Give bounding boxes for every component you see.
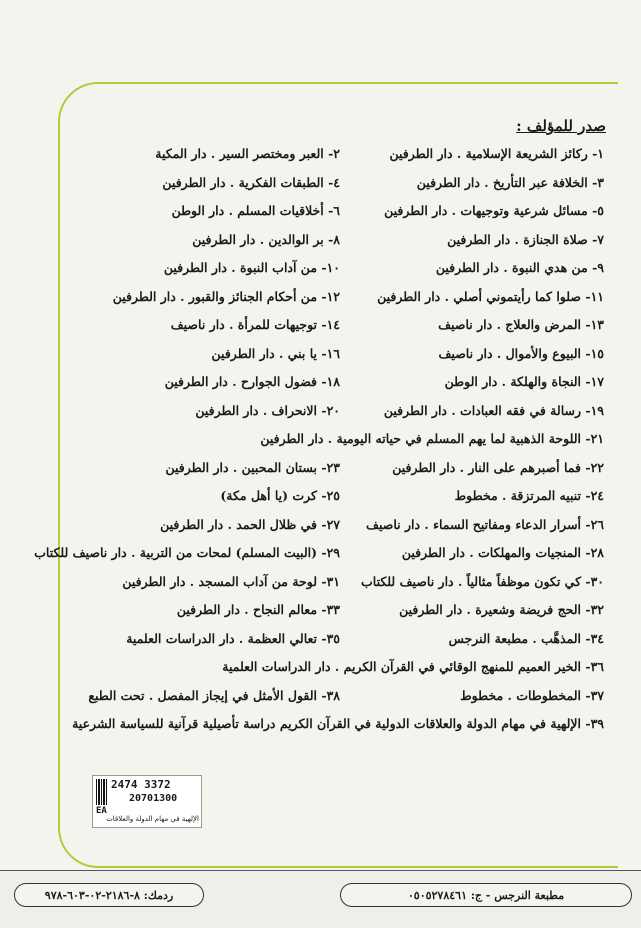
publication-row <box>70 226 610 255</box>
publication-item: ٣٨- القول الأمثل في إيجاز المفصل . تحت الطبع <box>88 687 340 703</box>
publication-item: ١٩- رسالة في فقه العبادات . دار الطرفين <box>383 402 604 418</box>
barcode-label <box>92 775 202 828</box>
publication-list <box>34 140 610 739</box>
publication-item: ١٣- المرض والعلاج . دار ناصيف <box>438 317 604 332</box>
publication-item: ٢٩- (البيت المسلم) لمحات من التربية . دار ناصيف للكتاب <box>34 545 340 560</box>
printer-info: مطبعة النرجس - ج: ٠٥٠٥٢٧٨٤٦١ <box>340 883 632 907</box>
publication-row <box>70 397 610 426</box>
barcode-bars <box>96 779 108 805</box>
publication-row <box>70 283 610 312</box>
publication-item: ٢٠- الانحراف . دار الطرفين <box>195 402 340 418</box>
publication-item: ١٢- من أحكام الجنائز والقبور . دار الطرفين <box>112 288 340 304</box>
publication-row <box>70 596 610 625</box>
author-publications <box>34 112 610 762</box>
publication-item: ٢٨- المنجيات والمهلكات . دار الطرفين <box>401 545 604 560</box>
publication-row <box>70 197 610 226</box>
publication-item: ٣٧- المخطوطات . مخطوط <box>460 687 604 703</box>
publication-item: ٣٩- الإلهية في مهام الدولة والعلاقات الدولية في القرآن الكريم دراسة تأصيلية قرآنية للسياسة الشرعية <box>72 716 604 731</box>
barcode-caption: الإلهية في مهام الدولة والعلاقات <box>106 815 199 823</box>
publication-item: ٣٠- كي تكون موظفاً مثالياً . دار ناصيف للكتاب <box>361 573 604 589</box>
publication-item: ٢٧- في ظلال الحمد . دار الطرفين <box>160 516 340 532</box>
publication-item: ١٥- البيوع والأموال . دار ناصيف <box>438 345 604 361</box>
publication-item: ٦- أخلاقيات المسلم . دار الوطن <box>171 203 340 218</box>
publication-item: ٢٥- كرت (يا أهل مكة) <box>220 488 340 503</box>
publication-row <box>70 653 610 682</box>
publication-item: ٣٥- تعالي العظمة . دار الدراسات العلمية <box>126 630 340 646</box>
barcode-number: 2474 3372 <box>111 778 171 791</box>
publication-item: ٣٤- المذهَّب . مطبعة النرجس <box>448 630 604 646</box>
publication-item: ١٨- فضول الجوارح . دار الطرفين <box>164 374 340 389</box>
publication-row <box>34 539 610 568</box>
publication-item: ٢٣- بستان المحبين . دار الطرفين <box>165 459 340 475</box>
barcode-ea: EA <box>96 806 107 816</box>
publication-item: ٢- العبر ومختصر السير . دار المكية <box>155 146 340 161</box>
publication-row <box>70 254 610 283</box>
publication-row <box>70 511 610 540</box>
publication-item: ٢٤- تنبيه المرتزقة . مخطوط <box>454 488 604 503</box>
publication-row <box>70 625 610 654</box>
section-heading: صدر للمؤلف : <box>516 117 606 135</box>
publication-row <box>70 425 610 454</box>
publication-item: ٣٦- الخير العميم للمنهج الوقائي في القرآن الكريم . دار الدراسات العلمية <box>222 659 604 674</box>
publication-item: ٢٦- أسرار الدعاء ومفاتيح السماء . دار ناصيف <box>366 516 604 532</box>
publication-row <box>70 311 610 340</box>
publication-item: ١٠- من آداب النبوة . دار الطرفين <box>163 260 340 275</box>
publication-row <box>70 710 610 739</box>
publication-item: ٥- مسائل شرعية وتوجيهات . دار الطرفين <box>384 203 604 218</box>
publication-row <box>70 169 610 198</box>
publication-item: ٣١- لوحة من آداب المسجد . دار الطرفين <box>122 573 340 589</box>
publication-item: ٢١- اللوحة الذهبية لما يهم المسلم في حياته اليومية . دار الطرفين <box>260 431 604 446</box>
publication-item: ٢٢- فما أصبرهم على النار . دار الطرفين <box>392 459 604 475</box>
publication-row <box>70 340 610 369</box>
publication-item: ٣- الخلافة عبر التأريخ . دار الطرفين <box>416 174 604 190</box>
publication-row <box>70 568 610 597</box>
publication-item: ٣٣- معالم النجاح . دار الطرفين <box>176 602 340 617</box>
publication-item: ١٦- يا بني . دار الطرفين <box>211 345 340 361</box>
publication-row <box>70 682 610 711</box>
publication-item: ١٧- النجاة والهلكة . دار الوطن <box>444 374 604 389</box>
publication-row <box>70 454 610 483</box>
publication-item: ٣٢- الحج فريضة وشعيرة . دار الطرفين <box>399 602 604 617</box>
publication-row <box>70 140 610 169</box>
barcode-number-secondary: 20701300 <box>129 793 178 804</box>
publication-item: ٩- من هدي النبوة . دار الطرفين <box>435 260 604 275</box>
publication-item: ٧- صلاة الجنازة . دار الطرفين <box>447 231 604 247</box>
publication-item: ١- ركائز الشريعة الإسلامية . دار الطرفين <box>389 146 604 161</box>
publication-item: ١١- صلوا كما رأيتموني أصلي . دار الطرفين <box>377 288 604 304</box>
publication-row <box>70 368 610 397</box>
publication-item: ١٤- توجيهات للمرأة . دار ناصيف <box>170 317 340 332</box>
isbn-info: ردمك: ٨-٢١٨٦-٠٢-٦٠٣-٩٧٨ <box>14 883 204 907</box>
publication-row <box>70 482 610 511</box>
publication-item: ٤- الطبقات الفكرية . دار الطرفين <box>162 174 340 190</box>
back-cover-footer <box>0 870 641 928</box>
publication-item: ٨- بر الوالدين . دار الطرفين <box>192 231 340 247</box>
